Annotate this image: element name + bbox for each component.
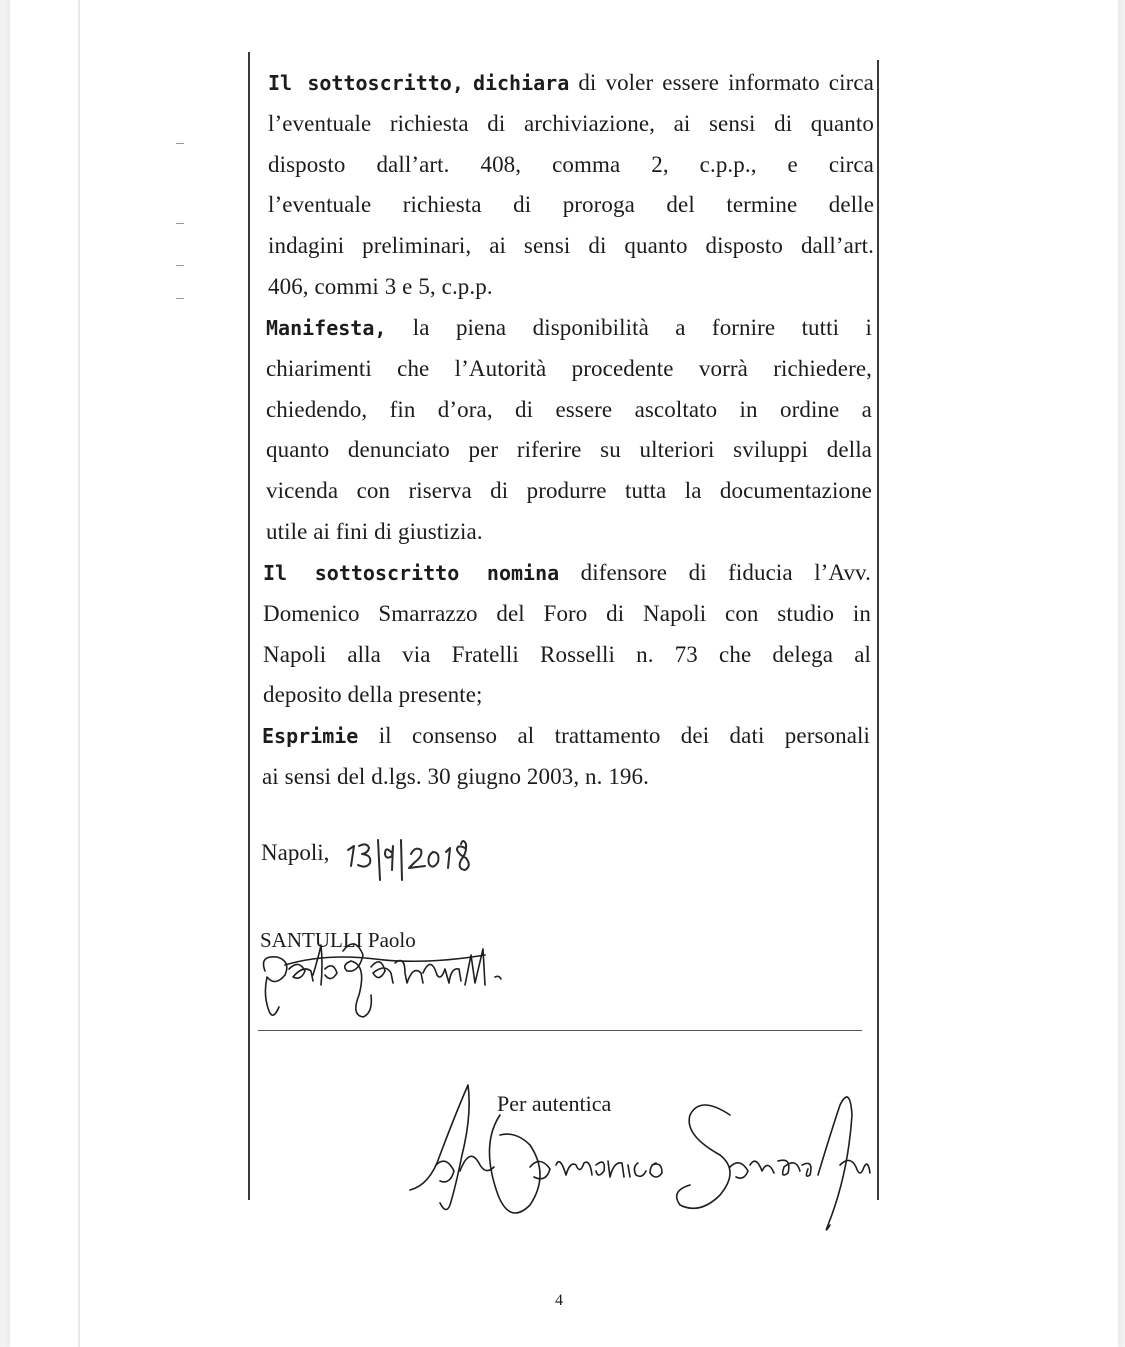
authentication-label: Per autentica xyxy=(497,1091,612,1116)
bold-phrase: dichiara xyxy=(472,71,570,95)
text-line: disposto dall’art. 408, comma 2, c.p.p., e circa xyxy=(268,151,874,177)
defender-paragraph xyxy=(263,553,871,716)
right-margin-rule xyxy=(877,60,879,1200)
text-line: chiarimenti che l’Autorità procedente vorrà richiedere, xyxy=(266,355,872,381)
declaration-paragraph xyxy=(268,63,874,308)
text-line: indagini preliminari, ai sensi di quanto disposto dall’art. xyxy=(268,233,874,259)
signature-divider xyxy=(258,1030,862,1031)
page-number: 4 xyxy=(555,1292,563,1309)
text-line: chiedendo, fin d’ora, di essere ascoltato in ordine a xyxy=(266,396,872,422)
text-line: ai sensi del d.lgs. 30 giugno 2003, n. 196. xyxy=(262,763,649,789)
text-fragment: la piena disponibilità a fornire tutti i xyxy=(412,315,872,340)
text-line: utile ai fini di giustizia. xyxy=(266,518,483,544)
page-edge-shadow xyxy=(78,0,80,1347)
text-line: Domenico Smarrazzo del Foro di Napoli con studio in xyxy=(263,600,871,626)
bold-phrase: Esprimie xyxy=(262,724,359,748)
availability-paragraph xyxy=(266,308,872,553)
text-line: l’eventuale richiesta di proroga del termine delle xyxy=(268,192,874,218)
bold-phrase: Il sottoscritto, xyxy=(268,71,464,95)
place-label: Napoli, xyxy=(261,840,330,865)
text-line xyxy=(263,553,871,594)
text-line xyxy=(262,716,870,757)
text-line: vicenda con riserva di produrre tutta la documentazione xyxy=(266,478,872,504)
text-line: 406, commi 3 e 5, c.p.p. xyxy=(268,273,493,299)
margin-mark xyxy=(176,265,184,266)
text-line: l’eventuale richiesta di archiviazione, ai sensi di quanto xyxy=(268,110,874,136)
text-line: Napoli alla via Fratelli Rosselli n. 73 che delega al xyxy=(263,641,871,667)
text-line xyxy=(268,63,874,104)
bold-phrase: Manifesta, xyxy=(266,316,387,340)
lawyer-signature xyxy=(400,1075,880,1240)
signer-signature xyxy=(255,925,535,1025)
text-fragment: di voler essere informato circa xyxy=(578,70,874,95)
bold-phrase: Il sottoscritto nomina xyxy=(263,561,560,585)
text-fragment: difensore di fiducia l’Avv. xyxy=(580,560,871,585)
signer-name: SANTULLI Paolo xyxy=(260,928,416,952)
handwritten-date xyxy=(345,836,495,884)
margin-mark xyxy=(176,143,184,144)
text-line: deposito della presente; xyxy=(263,682,483,708)
left-margin-rule xyxy=(248,52,250,1200)
margin-mark xyxy=(176,298,184,299)
text-line: quanto denunciato per riferire su ulteriori sviluppi della xyxy=(266,437,872,463)
text-line xyxy=(266,308,872,349)
text-fragment: il consenso al trattamento dei dati personali xyxy=(378,723,871,748)
margin-mark xyxy=(176,223,184,224)
consent-paragraph xyxy=(262,716,870,798)
